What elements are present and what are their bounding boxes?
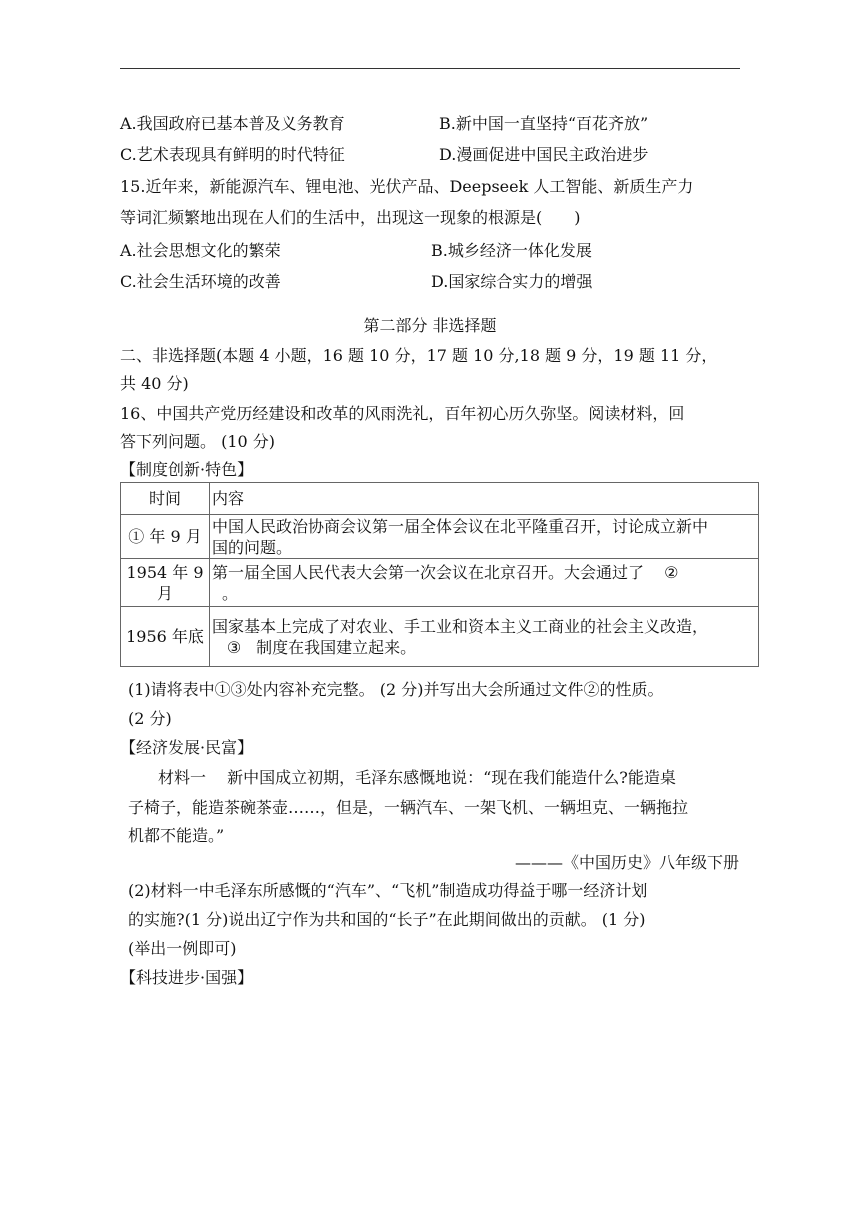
q16-section-heading-institution: 【制度创新·特色】: [120, 460, 254, 479]
table-cell-text: 制度在我国建立起来。: [256, 637, 417, 657]
q16-sub1-line1: (1)请将表中①③处内容补充完整。 (2 分)并写出大会所通过文件②的性质。: [128, 680, 664, 699]
table-row: [121, 559, 759, 607]
fill-blank-3: ③: [226, 637, 242, 657]
q15-option-b: B.城乡经济一体化发展: [431, 241, 592, 260]
part2-intro-line2: 共 40 分): [120, 374, 189, 393]
q16-sub2-line1: (2)材料一中毛泽东所感慨的“汽车”、“飞机”制造成功得益于哪一经济计划: [128, 881, 648, 900]
table-header-time: 时间: [121, 483, 210, 515]
table-cell-time: 1956 年底: [121, 607, 210, 667]
material1-line3: 机都不能造。”: [128, 826, 225, 845]
material1-line2: 子椅子，能造茶碗茶壶……，但是，一辆汽车、一架飞机、一辆坦克、一辆拖拉: [128, 798, 689, 817]
q15-stem-line2: 等词汇频繁地出现在人们的生活中，出现这一现象的根源是( ): [120, 208, 581, 227]
table-cell-content-line: 国的问题。: [212, 537, 293, 557]
table-cell-content-line: [212, 562, 756, 583]
q15-option-a: A.社会思想文化的繁荣: [120, 241, 281, 260]
q16-stem-line1: 16、中国共产党历经建设和改革的风雨洗礼，百年初心历久弥坚。阅读材料，回: [120, 404, 685, 423]
table-cell-content: [210, 559, 759, 607]
table-cell-time: [121, 559, 210, 607]
q16-stem-line2: 答下列问题。 (10 分): [120, 432, 276, 451]
table-cell-content-line: 。: [222, 583, 239, 603]
table-cell-content-line: [212, 637, 756, 658]
table-row: [121, 515, 759, 559]
header-rule: [120, 68, 740, 69]
table-cell-time-line: 月: [156, 583, 173, 603]
part2-title: 第二部分 非选择题: [363, 316, 497, 335]
table-header-row: [121, 483, 759, 515]
q15-option-c: C.社会生活环境的改善: [120, 272, 281, 291]
q15-stem-line1: 15.近年来，新能源汽车、锂电池、光伏产品、Deepseek 人工智能、新质生产力: [120, 177, 694, 196]
q16-section-heading-technology: 【科技进步·国强】: [120, 968, 254, 987]
table-cell-time: ① 年 9 月: [121, 515, 210, 559]
table-cell-text: 第一届全国人民代表大会第一次会议在北京召开。大会通过了: [212, 562, 645, 582]
q15-option-d: D.国家综合实力的增强: [431, 272, 593, 291]
q16-table: [120, 482, 759, 667]
q14-option-b: B.新中国一直坚持“百花齐放”: [439, 114, 649, 133]
table-cell-content-line: 中国人民政治协商会议第一届全体会议在北平隆重召开，讨论成立新中: [212, 516, 709, 536]
table-header-content: 内容: [210, 483, 759, 515]
table-cell-content-line: 国家基本上完成了对农业、手工业和资本主义工商业的社会主义改造，: [212, 616, 709, 636]
table-row: [121, 607, 759, 667]
material1-line1: 材料一 新中国成立初期，毛泽东感慨地说：“现在我们能造什么?能造桌: [158, 768, 676, 787]
table-cell-content: [210, 515, 759, 559]
fill-blank-2: ②: [664, 562, 679, 582]
q14-option-c: C.艺术表现具有鲜明的时代特征: [120, 145, 345, 164]
table-cell-content: [210, 607, 759, 667]
q16-sub2-line2: 的实施?(1 分)说出辽宁作为共和国的“长子”在此期间做出的贡献。 (1 分): [128, 910, 646, 929]
material1-source: ———《中国历史》八年级下册: [514, 853, 739, 872]
part2-intro-line1: 二、非选择题(本题 4 小题，16 题 10 分，17 题 10 分,18 题 9 分，19 题 11 分，: [120, 346, 718, 365]
q16-sub1-line2: (2 分): [128, 709, 172, 728]
q14-option-d: D.漫画促进中国民主政治进步: [439, 145, 649, 164]
q16-sub2-line3: (举出一例即可): [128, 939, 237, 958]
q14-option-a: A.我国政府已基本普及义务教育: [120, 114, 345, 133]
q16-section-heading-economy: 【经济发展·民富】: [120, 738, 254, 757]
table-cell-time-line: 1954 年 9: [126, 562, 204, 582]
